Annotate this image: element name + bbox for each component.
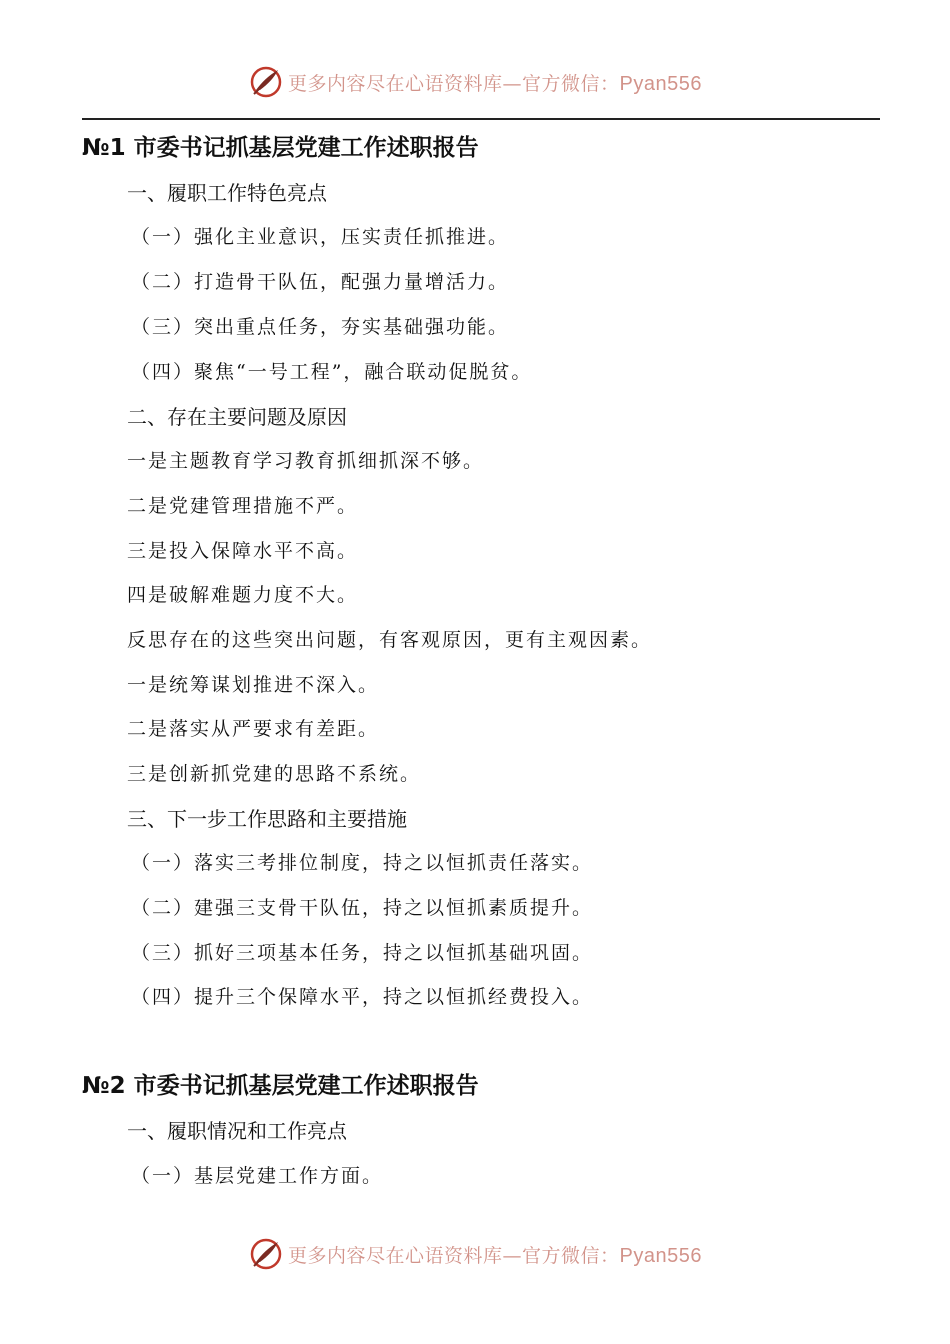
report-1-section-1-item: （二）打造骨干队伍，配强力量增活力。 — [131, 271, 510, 293]
watermark-text: 更多内容尽在心语资料库—官方微信：Pyan556 — [288, 1244, 702, 1267]
quill-pen-logo-icon — [248, 64, 284, 100]
report-1-section-2-item: 反思存在的这些突出问题，有客观原因，更有主观因素。 — [127, 629, 653, 651]
report-1-section-3-item: （三）抓好三项基本任务，持之以恒抓基础巩固。 — [131, 942, 594, 964]
report-1-section-1-heading: 一、履职工作特色亮点 — [127, 181, 327, 205]
header-divider — [82, 118, 880, 120]
watermark-text: 更多内容尽在心语资料库—官方微信：Pyan556 — [288, 72, 702, 95]
report-1-section-2-item: 四是破解难题力度不大。 — [127, 584, 359, 606]
report-1-section-3-item: （二）建强三支骨干队伍，持之以恒抓素质提升。 — [131, 897, 594, 919]
footer-watermark — [0, 1234, 950, 1274]
report-1-section-1-item: （三）突出重点任务，夯实基础强功能。 — [131, 316, 510, 338]
report-2-section-1-heading: 一、履职情况和工作亮点 — [127, 1119, 347, 1143]
report-1-section-1-item: （一）强化主业意识，压实责任抓推进。 — [131, 226, 510, 248]
quill-pen-logo-icon — [248, 1236, 284, 1272]
header-watermark — [0, 62, 950, 102]
report-1-title: №1 市委书记抓基层党建工作述职报告 — [82, 135, 479, 161]
report-1-section-3-heading: 三、下一步工作思路和主要措施 — [127, 807, 407, 831]
report-1-section-2-heading: 二、存在主要问题及原因 — [127, 405, 347, 429]
report-1-section-2-item: 一是主题教育学习教育抓细抓深不够。 — [127, 450, 485, 472]
report-1-section-2-item: 二是落实从严要求有差距。 — [127, 718, 380, 740]
report-2-title: №2 市委书记抓基层党建工作述职报告 — [82, 1073, 479, 1099]
report-1-section-1-item: （四）聚焦“一号工程”，融合联动促脱贫。 — [131, 361, 533, 383]
report-1-section-2-item: 三是投入保障水平不高。 — [127, 540, 359, 562]
report-1-section-3-item: （四）提升三个保障水平，持之以恒抓经费投入。 — [131, 986, 594, 1008]
report-2-section-1-item: （一）基层党建工作方面。 — [131, 1165, 384, 1187]
report-1-section-2-item: 一是统筹谋划推进不深入。 — [127, 674, 380, 696]
report-1-section-3-item: （一）落实三考排位制度，持之以恒抓责任落实。 — [131, 852, 594, 874]
report-1-section-2-item: 三是创新抓党建的思路不系统。 — [127, 763, 422, 785]
report-1-section-2-item: 二是党建管理措施不严。 — [127, 495, 359, 517]
